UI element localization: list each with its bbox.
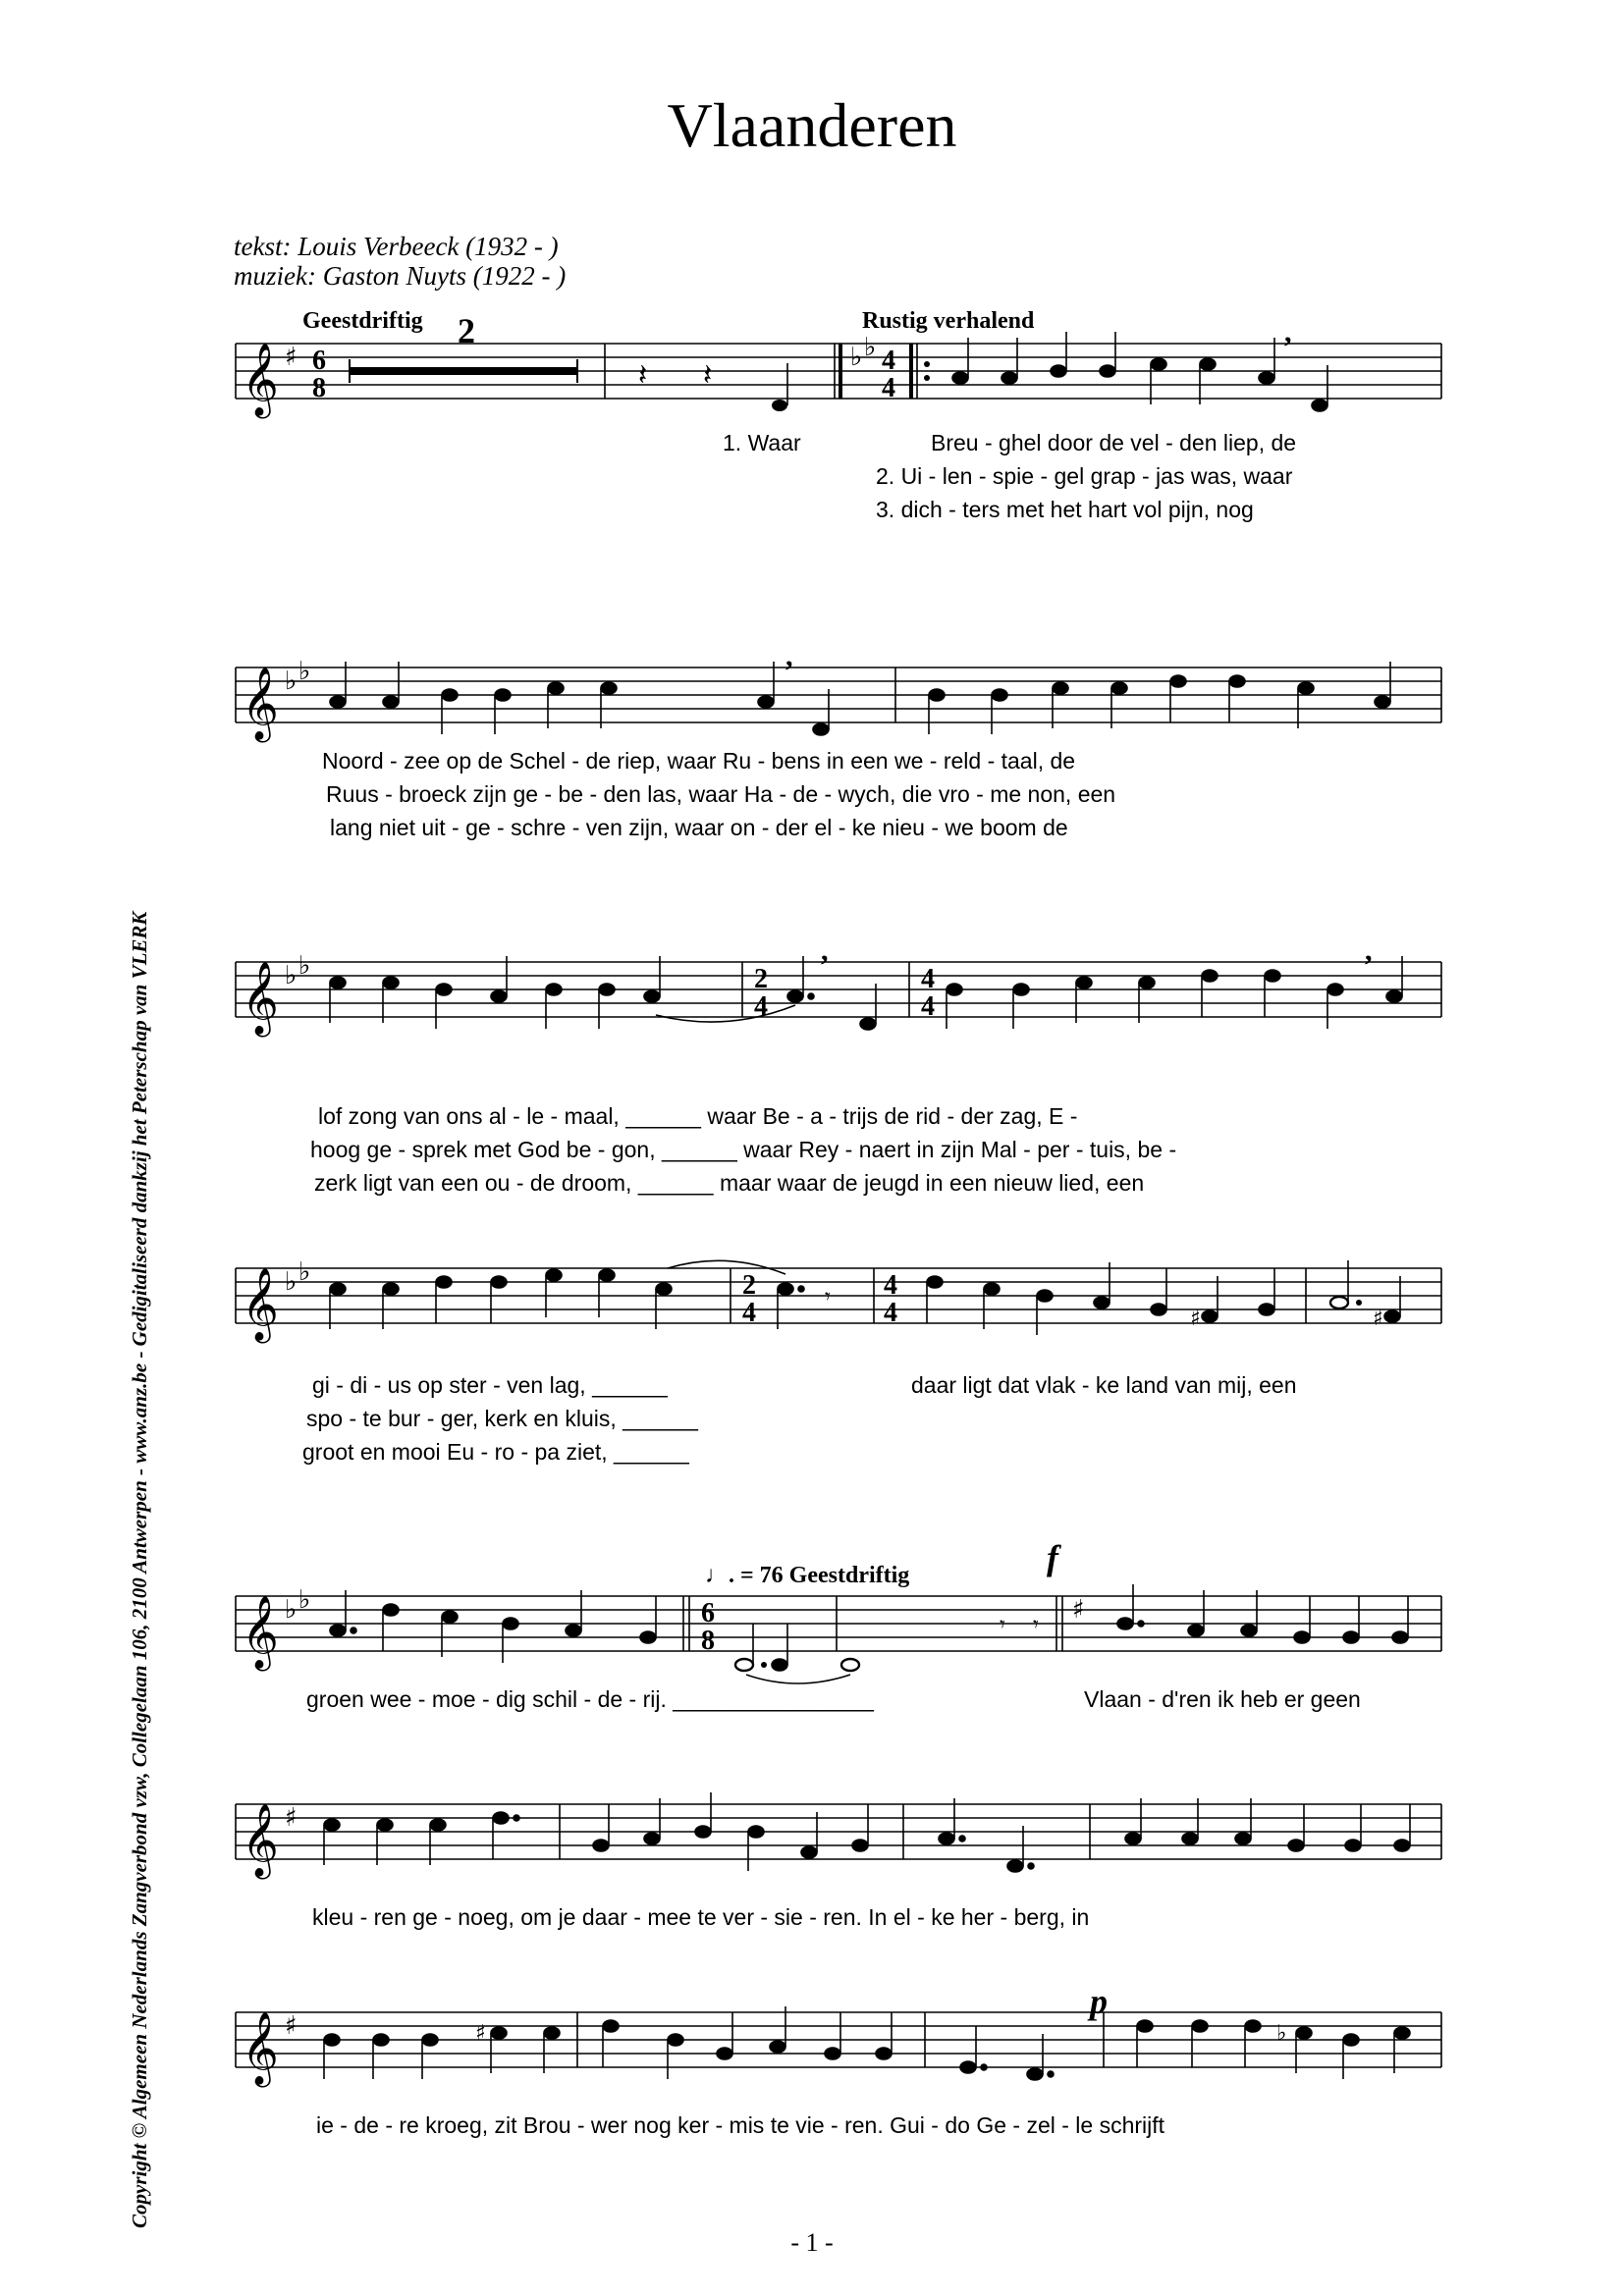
time-sig-top: 2 (742, 1270, 756, 1301)
lyric-s3-v3: zerk ligt van een ou - de droom, ______ maar waar de jeugd in een nieuw lied, een (314, 1170, 1145, 1196)
treble-clef-icon: 𝄞 (242, 344, 279, 416)
sharp-icon: ♯ (475, 2021, 486, 2046)
treble-clef-icon: 𝄞 (242, 1268, 279, 1341)
lyric-s7: ie - de - re kroeg, zit Brou - wer nog ker - mis te vie - ren. Gui - do Ge - zel - le schrijft (316, 2112, 1165, 2138)
staff-system-3 (0, 942, 1624, 1060)
rest-icon: 𝄾 (825, 1284, 831, 1308)
breath-mark: , (1365, 942, 1373, 967)
breath-mark: , (1284, 324, 1292, 348)
flat-icon: ♭ (298, 1585, 311, 1615)
flat-icon: ♭ (285, 667, 298, 696)
rest-icon: 𝄾 (1033, 1612, 1039, 1636)
flat-icon: ♭ (864, 333, 877, 362)
lyric-s1-v3: 3. dich - ters met het hart vol pijn, nog (876, 497, 1254, 522)
breath-mark: , (785, 648, 793, 672)
tempo-marking-geestdriftig: Geestdriftig (302, 308, 423, 334)
time-sig-bottom: 8 (701, 1626, 715, 1656)
rest-icon: 𝄾 (1000, 1612, 1005, 1636)
staff-system-7 (0, 1993, 1624, 2110)
rest-icon: 𝄽 (703, 359, 713, 392)
sharp-icon: ♯ (285, 1803, 298, 1833)
dotted-quarter-icon: ♩. (705, 1563, 734, 1588)
time-sig-top: 2 (754, 964, 768, 994)
tie (656, 1005, 795, 1022)
flat-icon: ♭ (850, 343, 863, 372)
copyright-notice: Copyright © Algemeen Nederlands Zangverbond vzw, Collegelaan 106, 2100 Antwerpen - www.anz.be - Gedigitaliseerd dankzij het Peterschap van VLERK (128, 911, 151, 2228)
flat-icon: ♭ (298, 951, 311, 981)
dynamic-forte: f (1047, 1538, 1058, 1577)
lyric-s2-v3: lang niet uit - ge - schre - ven zijn, waar on - der el - ke nieu - we boom de (330, 815, 1068, 840)
page-title: Vlaanderen (667, 90, 957, 160)
time-sig-top: 6 (701, 1598, 715, 1629)
staff-system-6 (0, 1785, 1624, 1902)
lyric-s4-refrain: daar ligt dat vlak - ke land van mij, een (911, 1372, 1297, 1398)
lyric-s5-refrain: Vlaan - d'ren ik heb er geen (1084, 1686, 1361, 1712)
dynamic-piano: p (1090, 1982, 1108, 2021)
time-sig-top: 4 (882, 346, 895, 376)
time-sig-bottom: 4 (742, 1298, 756, 1328)
time-sig-top: 4 (921, 964, 935, 994)
lyric-s4-v1: gi - di - us op ster - ven lag, ______ (312, 1372, 668, 1398)
treble-clef-icon: 𝄞 (242, 2012, 279, 2085)
lyric-s3-v1: lof zong van ons al - le - maal, ______ waar Be - a - trijs de rid - der zag, E - (318, 1103, 1078, 1129)
tie (746, 1675, 850, 1683)
composer-credit: muziek: Gaston Nuyts (1922 - ) (234, 261, 567, 291)
tie (668, 1260, 785, 1274)
lyric-s5-v1: groen wee - moe - dig schil - de - rij. ________________ (306, 1686, 874, 1712)
time-sig-top: 4 (884, 1270, 897, 1301)
time-sig-bottom: 4 (884, 1298, 897, 1328)
flat-icon: ♭ (285, 1267, 298, 1297)
lyricist-credit: tekst: Louis Verbeeck (1932 - ) (234, 232, 559, 261)
sharp-icon: ♯ (1190, 1307, 1201, 1331)
time-sig-bottom: 4 (754, 991, 768, 1022)
time-sig-bottom: 4 (882, 373, 895, 403)
flat-icon: ♭ (1276, 2021, 1287, 2046)
treble-clef-icon: 𝄞 (242, 962, 279, 1035)
lyric-s1-v1b: Breu - ghel door de vel - den liep, de (931, 430, 1297, 455)
lyric-s1-v2: 2. Ui - len - spie - gel grap - jas was, waar (876, 463, 1293, 489)
time-sig-bottom: 8 (312, 373, 326, 403)
sharp-icon: ♯ (285, 2011, 298, 2041)
multi-measure-rest (350, 367, 577, 375)
lyric-s1-v1a: 1. Waar (723, 430, 801, 455)
lyric-s4-v3: groot en mooi Eu - ro - pa ziet, ______ (302, 1439, 689, 1465)
sharp-icon: ♯ (285, 343, 298, 372)
flat-icon: ♭ (298, 1257, 311, 1287)
flat-icon: ♭ (285, 961, 298, 990)
treble-clef-icon: 𝄞 (242, 1804, 279, 1877)
lyric-s3-v2: hoog ge - sprek met God be - gon, ______ waar Rey - naert in zijn Mal - per - tuis, be - (310, 1137, 1177, 1162)
tempo-marking-rustig-verhalend: Rustig verhalend (862, 308, 1035, 334)
time-sig-top: 6 (312, 346, 326, 376)
sharp-icon: ♯ (1373, 1307, 1383, 1331)
lyric-s4-v2: spo - te bur - ger, kerk en kluis, ______ (306, 1406, 698, 1431)
treble-clef-icon: 𝄞 (242, 667, 279, 740)
page-number: - 1 - (790, 2228, 834, 2257)
flat-icon: ♭ (298, 657, 311, 686)
metronome-text: = 76 Geestdriftig (740, 1563, 910, 1588)
lyric-s2-v2: Ruus - broeck zijn ge - be - den las, waar Ha - de - wych, die vro - me non, een (326, 781, 1116, 807)
treble-clef-icon: 𝄞 (242, 1596, 279, 1669)
rest-icon: 𝄽 (638, 359, 648, 392)
flat-icon: ♭ (285, 1595, 298, 1625)
lyric-s6: kleu - ren ge - noeg, om je daar - mee te ver - sie - ren. In el - ke her - berg, in (312, 1904, 1090, 1930)
staff-system-4 (0, 1249, 1624, 1366)
staff-system-5 (0, 1576, 1624, 1694)
sharp-icon: ♯ (1072, 1595, 1085, 1625)
time-sig-bottom: 4 (921, 991, 935, 1022)
staff-system-1 (0, 324, 1624, 442)
multirest-count: 2 (458, 311, 475, 350)
breath-mark: , (821, 942, 829, 967)
lyric-s2-v1: Noord - zee op de Schel - de riep, waar Ru - bens in een we - reld - taal, de (322, 748, 1076, 774)
